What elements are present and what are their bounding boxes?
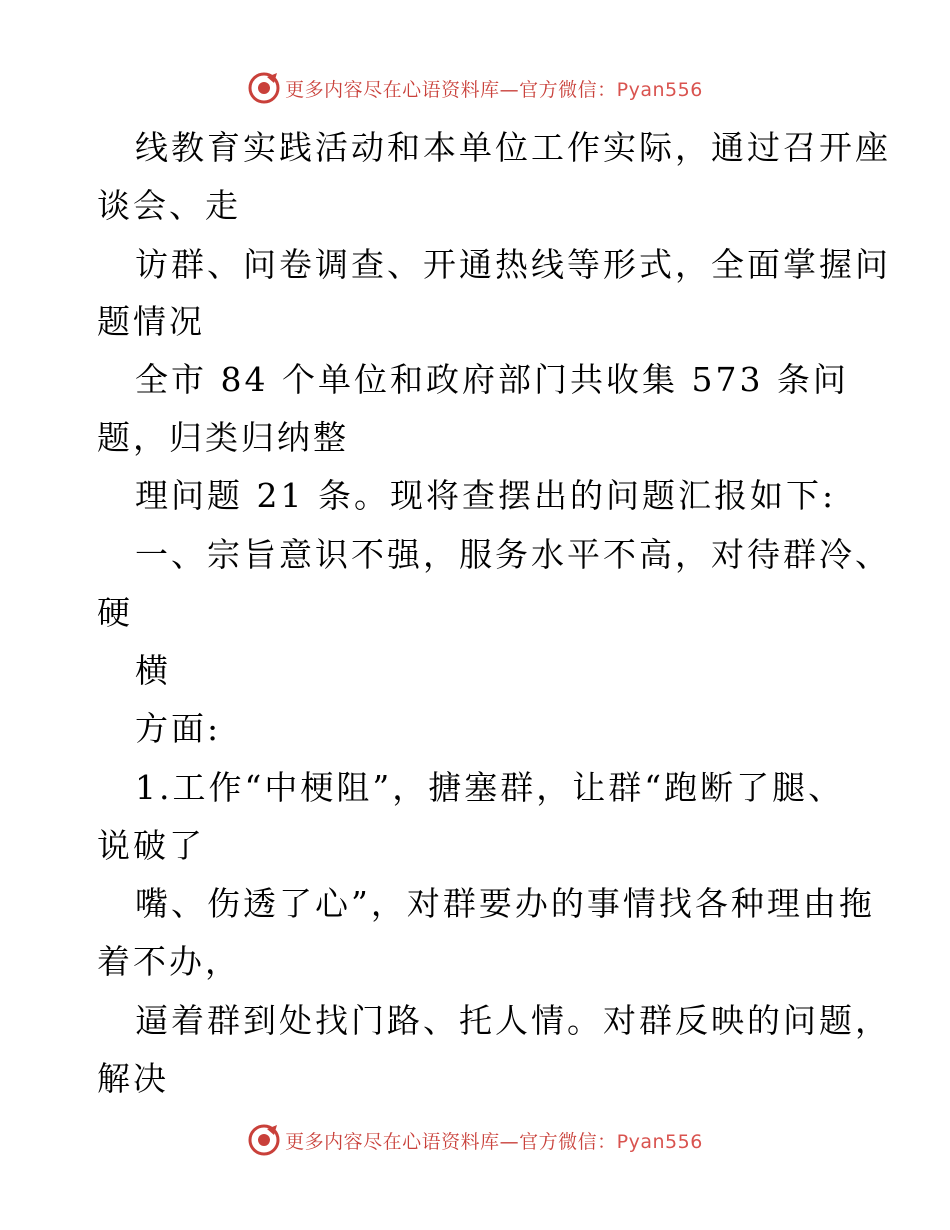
text-line: 硬 (97, 593, 133, 632)
text-line: 逼着群到处找门路、托人情。对群反映的问题， (135, 1001, 891, 1040)
watermark-text (285, 75, 703, 102)
text-line: 全市 84 个单位和政府部门共收集 573 条问 (135, 360, 849, 399)
watermark-id: Pyan556 (616, 78, 703, 101)
text-line: 理问题 21 条。现将查摆出的问题汇报如下: (135, 476, 837, 515)
header-watermark (0, 68, 950, 108)
watermark-label: 更多内容尽在心语资料库—官方微信： (285, 1130, 617, 1153)
text-line: 解决 (97, 1059, 169, 1098)
text-line: 访群、问卷调查、开通热线等形式，全面掌握问 (135, 245, 891, 284)
text-line: 1.工作“中梗阻”，搪塞群，让群“跑断了腿、 (135, 768, 845, 807)
text-line: 方面: (135, 709, 222, 748)
text-line: 着不办， (97, 942, 241, 981)
logo-icon (247, 71, 281, 105)
watermark-label: 更多内容尽在心语资料库—官方微信： (285, 78, 617, 101)
watermark-text (285, 1127, 703, 1154)
watermark-id: Pyan556 (616, 1130, 703, 1153)
footer-watermark (0, 1120, 950, 1160)
text-line: 题，归类归纳整 (97, 418, 349, 457)
text-line: 一、宗旨意识不强，服务水平不高，对待群冷、 (135, 535, 891, 574)
text-line: 横 (135, 651, 171, 690)
logo-icon (247, 1123, 281, 1157)
text-line: 说破了 (97, 826, 205, 865)
text-line: 题情况 (97, 302, 205, 341)
text-line: 谈会、走 (97, 186, 241, 225)
text-line: 线教育实践活动和本单位工作实际，通过召开座 (135, 128, 891, 167)
text-line: 嘴、伤透了心”，对群要办的事情找各种理由拖 (135, 884, 875, 923)
